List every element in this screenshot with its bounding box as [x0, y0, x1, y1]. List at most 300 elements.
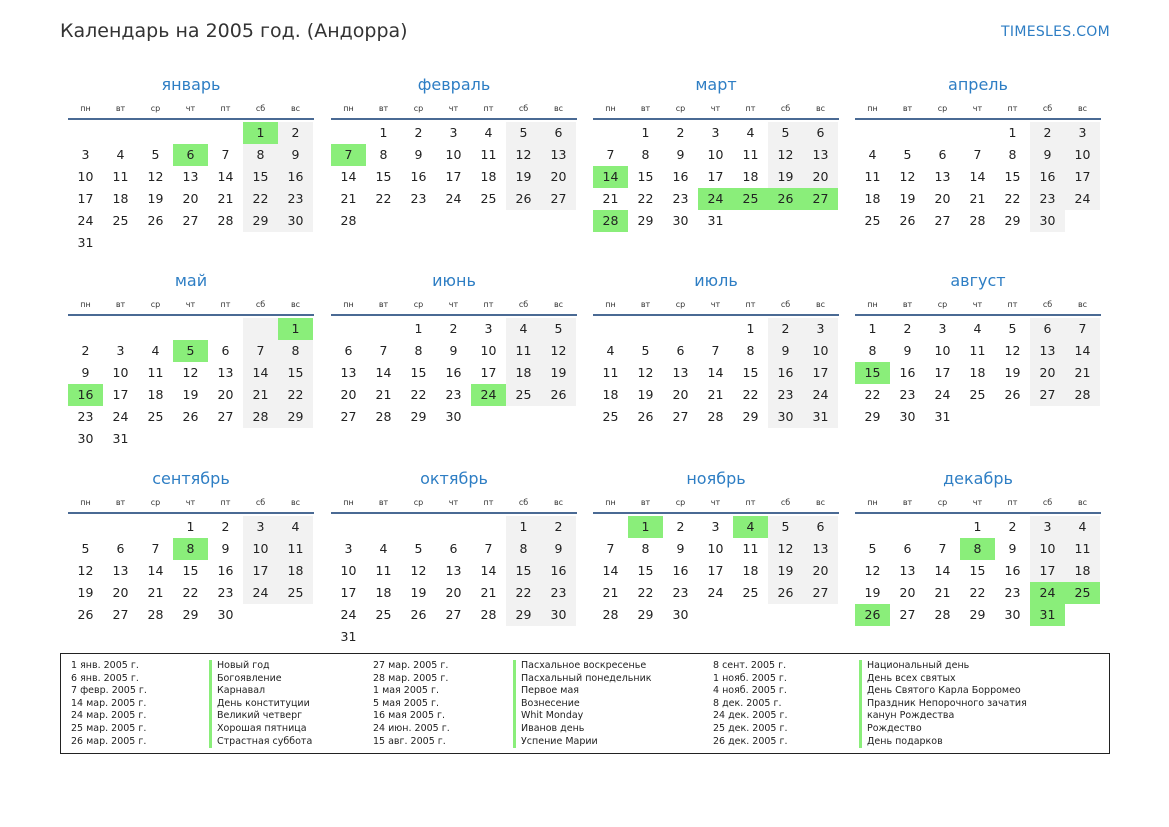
day-cell: 16	[445, 365, 462, 380]
holiday-day-cell: 24	[471, 384, 506, 406]
month-name: июль	[694, 271, 738, 290]
day-cell: 6	[938, 147, 947, 162]
day-cell: 13	[1030, 340, 1065, 362]
holiday-day-cell: 28	[593, 210, 628, 232]
day-cell: 7	[606, 541, 615, 556]
day-cell: 27	[899, 607, 916, 622]
day-cell: 20	[112, 585, 129, 600]
page-title: Календарь на 2005 год. (Андорра)	[60, 20, 408, 42]
day-cell: 3	[344, 541, 353, 556]
day-cell: 23	[1004, 585, 1021, 600]
weekday-label: пт	[483, 103, 494, 113]
day-cell: 19	[147, 191, 164, 206]
weekday-label: пн	[867, 299, 878, 309]
days-grid	[855, 318, 1101, 428]
day-cell: 6	[803, 122, 838, 144]
day-cell: 9	[676, 147, 685, 162]
day-cell: 19	[541, 362, 576, 384]
day-cell: 13	[934, 169, 951, 184]
empty-day-cell	[138, 318, 173, 340]
day-cell: 21	[934, 585, 951, 600]
day-cell: 1	[186, 519, 195, 534]
weekday-label: вт	[640, 497, 651, 507]
day-cell: 7	[243, 340, 278, 362]
day-cell: 19	[506, 166, 541, 188]
holiday-day-cell: 15	[855, 362, 890, 384]
day-cell: 20	[803, 560, 838, 582]
day-cell: 7	[938, 541, 947, 556]
empty-day-cell	[366, 516, 401, 538]
day-cell: 4	[1065, 516, 1100, 538]
day-cell: 23	[768, 384, 803, 406]
day-cell: 15	[506, 560, 541, 582]
day-cell: 2	[1008, 519, 1017, 534]
holiday-day-cell: 27	[803, 188, 838, 210]
day-cell: 26	[1004, 387, 1021, 402]
weekday-label: сб	[518, 103, 529, 113]
day-cell: 13	[182, 169, 199, 184]
weekday-label: ср	[675, 497, 686, 507]
day-cell: 15	[410, 365, 427, 380]
weekday-label: пт	[483, 497, 494, 507]
day-cell: 27	[672, 409, 689, 424]
day-cell: 17	[77, 191, 94, 206]
day-cell: 13	[541, 144, 576, 166]
weekday-label: ср	[413, 103, 424, 113]
month-6	[331, 270, 577, 428]
day-cell: 2	[449, 321, 458, 336]
day-cell: 14	[147, 563, 164, 578]
empty-day-cell	[855, 516, 890, 538]
legend-holiday-name: Пасхальное воскресенье	[513, 660, 652, 673]
day-cell: 25	[278, 582, 313, 604]
empty-day-cell	[960, 122, 995, 144]
day-cell: 16	[768, 362, 803, 384]
holiday-day-cell: 26	[768, 188, 803, 210]
weekday-header	[331, 98, 577, 120]
empty-day-cell	[68, 318, 103, 340]
day-cell: 20	[217, 387, 234, 402]
day-cell: 31	[934, 409, 951, 424]
day-cell: 25	[864, 213, 881, 228]
day-cell: 20	[340, 387, 357, 402]
day-cell: 31	[707, 213, 724, 228]
day-cell: 18	[602, 387, 619, 402]
day-cell: 16	[1004, 563, 1021, 578]
day-cell: 13	[217, 365, 234, 380]
month-3	[593, 74, 839, 232]
day-cell: 17	[934, 365, 951, 380]
day-cell: 25	[375, 607, 392, 622]
weekday-label: чт	[972, 497, 983, 507]
day-cell: 8	[1008, 147, 1017, 162]
day-cell: 17	[707, 169, 724, 184]
day-cell: 24	[243, 582, 278, 604]
day-cell: 17	[803, 362, 838, 384]
day-cell: 26	[768, 582, 803, 604]
day-cell: 5	[768, 122, 803, 144]
day-cell: 27	[541, 188, 576, 210]
day-cell: 22	[375, 191, 392, 206]
day-cell: 15	[1004, 169, 1021, 184]
day-cell: 24	[445, 191, 462, 206]
month-8	[855, 270, 1101, 428]
legend-names-col3	[859, 660, 1027, 748]
day-cell: 29	[243, 210, 278, 232]
holiday-day-cell: 6	[173, 144, 208, 166]
day-cell: 5	[868, 541, 877, 556]
day-cell: 21	[707, 387, 724, 402]
day-cell: 30	[899, 409, 916, 424]
weekday-label: сб	[1042, 497, 1053, 507]
empty-day-cell	[890, 516, 925, 538]
day-cell: 23	[672, 585, 689, 600]
legend-holiday-name: Вознесение	[513, 698, 652, 711]
day-cell: 12	[506, 144, 541, 166]
empty-day-cell	[663, 318, 698, 340]
legend-holiday-name: Праздник Непорочного зачатия	[859, 698, 1027, 711]
day-cell: 4	[973, 321, 982, 336]
weekday-label: чт	[710, 103, 721, 113]
weekday-label: пн	[343, 497, 354, 507]
legend-holiday-name: Первое мая	[513, 685, 652, 698]
day-cell: 23	[672, 191, 689, 206]
days-grid	[855, 516, 1101, 626]
day-cell: 19	[637, 387, 654, 402]
day-cell: 27	[340, 409, 357, 424]
holiday-day-cell: 4	[733, 516, 768, 538]
day-cell: 13	[803, 144, 838, 166]
holiday-day-cell: 26	[855, 604, 890, 626]
day-cell: 6	[541, 122, 576, 144]
day-cell: 7	[973, 147, 982, 162]
legend-date: 1 янв. 2005 г.	[71, 660, 139, 671]
day-cell: 10	[803, 340, 838, 362]
day-cell: 8	[243, 144, 278, 166]
day-cell: 23	[1030, 188, 1065, 210]
month-name: январь	[161, 75, 221, 94]
day-cell: 17	[1065, 166, 1100, 188]
day-cell: 12	[1004, 343, 1021, 358]
legend-dates-col2	[373, 660, 450, 748]
month-10	[331, 468, 577, 648]
day-cell: 23	[410, 191, 427, 206]
weekday-label: вс	[815, 497, 826, 507]
day-cell: 7	[1065, 318, 1100, 340]
legend-date: 1 нояб. 2005 г.	[713, 672, 787, 684]
day-cell: 15	[278, 362, 313, 384]
day-cell: 30	[278, 210, 313, 232]
day-cell: 6	[1030, 318, 1065, 340]
day-cell: 15	[375, 169, 392, 184]
empty-day-cell	[628, 318, 663, 340]
day-cell: 11	[375, 563, 392, 578]
day-cell: 30	[541, 604, 576, 626]
day-cell: 11	[147, 365, 164, 380]
holiday-day-cell: 1	[628, 516, 663, 538]
day-cell: 4	[746, 125, 755, 140]
empty-day-cell	[925, 516, 960, 538]
day-cell: 12	[182, 365, 199, 380]
day-cell: 14	[243, 362, 278, 384]
day-cell: 14	[375, 365, 392, 380]
day-cell: 3	[116, 343, 125, 358]
day-cell: 28	[375, 409, 392, 424]
day-cell: 12	[541, 340, 576, 362]
legend-date: 4 нояб. 2005 г.	[713, 685, 787, 697]
day-cell: 26	[147, 213, 164, 228]
day-cell: 30	[1004, 607, 1021, 622]
holiday-day-cell: 8	[960, 538, 995, 560]
legend-date: 8 сент. 2005 г.	[713, 660, 787, 671]
day-cell: 11	[742, 147, 759, 162]
legend-holiday-name: Великий четверг	[209, 710, 312, 723]
day-cell: 29	[742, 409, 759, 424]
weekday-label: чт	[972, 103, 983, 113]
day-cell: 12	[899, 169, 916, 184]
holiday-day-cell: 5	[173, 340, 208, 362]
weekday-label: сб	[255, 497, 266, 507]
month-11	[593, 468, 839, 626]
day-cell: 9	[449, 343, 458, 358]
day-cell: 20	[445, 585, 462, 600]
day-cell: 1	[1008, 125, 1017, 140]
day-cell: 20	[899, 585, 916, 600]
weekday-label: вт	[378, 103, 389, 113]
day-cell: 7	[221, 147, 230, 162]
day-cell: 14	[934, 563, 951, 578]
weekday-header	[68, 98, 314, 120]
month-name: август	[950, 271, 1006, 290]
weekday-header	[593, 294, 839, 316]
day-cell: 19	[1004, 365, 1021, 380]
weekday-label: вс	[553, 497, 564, 507]
empty-day-cell	[103, 318, 138, 340]
weekday-label: вт	[115, 497, 126, 507]
weekday-label: ср	[150, 299, 161, 309]
legend-holiday-name: Whit Monday	[513, 710, 652, 723]
day-cell: 9	[278, 144, 313, 166]
day-cell: 13	[803, 538, 838, 560]
day-cell: 18	[1065, 560, 1100, 582]
day-cell: 28	[707, 409, 724, 424]
legend-holiday-name: канун Рождества	[859, 710, 1027, 723]
empty-day-cell	[103, 516, 138, 538]
day-cell: 5	[81, 541, 90, 556]
day-cell: 13	[899, 563, 916, 578]
weekday-label: чт	[448, 497, 459, 507]
day-cell: 27	[803, 582, 838, 604]
holiday-day-cell: 1	[278, 318, 313, 340]
day-cell: 26	[182, 409, 199, 424]
day-cell: 3	[449, 125, 458, 140]
weekday-label: вс	[815, 299, 826, 309]
day-cell: 17	[112, 387, 129, 402]
day-cell: 26	[899, 213, 916, 228]
day-cell: 11	[864, 169, 881, 184]
day-cell: 24	[1065, 188, 1100, 210]
day-cell: 1	[641, 125, 650, 140]
weekday-label: пт	[220, 103, 231, 113]
day-cell: 16	[899, 365, 916, 380]
day-cell: 18	[112, 191, 129, 206]
weekday-label: вс	[290, 497, 301, 507]
day-cell: 12	[768, 144, 803, 166]
holiday-day-cell: 25	[733, 188, 768, 210]
day-cell: 3	[1065, 122, 1100, 144]
legend-holiday-name: Карнавал	[209, 685, 312, 698]
day-cell: 28	[480, 607, 497, 622]
day-cell: 7	[151, 541, 160, 556]
day-cell: 15	[182, 563, 199, 578]
legend-date: 26 дек. 2005 г.	[713, 735, 788, 747]
day-cell: 25	[602, 409, 619, 424]
day-cell: 6	[449, 541, 458, 556]
weekday-label: пн	[605, 299, 616, 309]
day-cell: 15	[742, 365, 759, 380]
legend-date: 27 мар. 2005 г.	[373, 660, 449, 671]
day-cell: 9	[1008, 541, 1017, 556]
day-cell: 5	[903, 147, 912, 162]
day-cell: 24	[77, 213, 94, 228]
day-cell: 21	[480, 585, 497, 600]
day-cell: 10	[1030, 538, 1065, 560]
day-cell: 8	[868, 343, 877, 358]
days-grid	[593, 516, 839, 626]
legend-date: 8 дек. 2005 г.	[713, 697, 782, 709]
day-cell: 2	[81, 343, 90, 358]
legend-date: 16 мая 2005 г.	[373, 710, 446, 722]
legend-date: 28 мар. 2005 г.	[373, 672, 449, 684]
empty-day-cell	[103, 122, 138, 144]
weekday-label: вс	[290, 299, 301, 309]
day-cell: 30	[77, 431, 94, 446]
days-grid	[331, 318, 577, 428]
day-cell: 28	[969, 213, 986, 228]
weekday-label: чт	[972, 299, 983, 309]
day-cell: 26	[506, 188, 541, 210]
day-cell: 3	[803, 318, 838, 340]
day-cell: 20	[672, 387, 689, 402]
holiday-day-cell: 16	[68, 384, 103, 406]
day-cell: 24	[340, 607, 357, 622]
day-cell: 2	[414, 125, 423, 140]
month-name: декабрь	[943, 469, 1013, 488]
weekday-label: чт	[448, 299, 459, 309]
day-cell: 31	[112, 431, 129, 446]
empty-day-cell	[593, 516, 628, 538]
legend-date: 25 мар. 2005 г.	[71, 722, 147, 734]
weekday-header	[68, 492, 314, 514]
day-cell: 23	[217, 585, 234, 600]
weekday-label: вт	[378, 497, 389, 507]
day-cell: 19	[768, 560, 803, 582]
day-cell: 19	[899, 191, 916, 206]
weekday-label: чт	[448, 103, 459, 113]
day-cell: 11	[742, 541, 759, 556]
legend-date: 24 мар. 2005 г.	[71, 710, 147, 722]
day-cell: 25	[147, 409, 164, 424]
day-cell: 21	[602, 585, 619, 600]
empty-day-cell	[331, 318, 366, 340]
day-cell: 16	[1030, 166, 1065, 188]
day-cell: 22	[637, 585, 654, 600]
day-cell: 12	[147, 169, 164, 184]
day-cell: 14	[1065, 340, 1100, 362]
day-cell: 10	[480, 343, 497, 358]
day-cell: 10	[112, 365, 129, 380]
days-grid	[68, 516, 314, 626]
weekday-label: вс	[815, 103, 826, 113]
legend-names-col1	[209, 660, 312, 748]
weekday-label: пт	[745, 103, 756, 113]
weekday-header	[855, 294, 1101, 316]
day-cell: 21	[217, 191, 234, 206]
day-cell: 10	[243, 538, 278, 560]
day-cell: 10	[340, 563, 357, 578]
weekday-label: пт	[483, 299, 494, 309]
weekday-label: пн	[605, 103, 616, 113]
holiday-legend	[60, 653, 1110, 754]
day-cell: 5	[506, 122, 541, 144]
day-cell: 13	[445, 563, 462, 578]
weekday-label: ср	[413, 497, 424, 507]
day-cell: 1	[506, 516, 541, 538]
day-cell: 8	[379, 147, 388, 162]
weekday-label: сб	[780, 299, 791, 309]
legend-date: 6 янв. 2005 г.	[71, 672, 139, 684]
month-4	[855, 74, 1101, 232]
day-cell: 29	[637, 213, 654, 228]
day-cell: 29	[637, 607, 654, 622]
day-cell: 3	[243, 516, 278, 538]
day-cell: 5	[1008, 321, 1017, 336]
holiday-day-cell: 7	[331, 144, 366, 166]
legend-date: 25 дек. 2005 г.	[713, 722, 788, 734]
day-cell: 4	[278, 516, 313, 538]
day-cell: 28	[602, 607, 619, 622]
weekday-header	[593, 98, 839, 120]
day-cell: 7	[379, 343, 388, 358]
day-cell: 3	[81, 147, 90, 162]
day-cell: 9	[81, 365, 90, 380]
day-cell: 31	[77, 235, 94, 250]
day-cell: 24	[803, 384, 838, 406]
day-cell: 25	[742, 585, 759, 600]
site-link[interactable]: TIMESLES.COM	[1001, 24, 1110, 40]
day-cell: 19	[410, 585, 427, 600]
day-cell: 1	[379, 125, 388, 140]
empty-day-cell	[698, 318, 733, 340]
weekday-label: чт	[710, 299, 721, 309]
day-cell: 2	[1030, 122, 1065, 144]
empty-day-cell	[173, 318, 208, 340]
legend-holiday-name: День подарков	[859, 736, 1027, 749]
day-cell: 5	[768, 516, 803, 538]
day-cell: 6	[116, 541, 125, 556]
day-cell: 16	[217, 563, 234, 578]
weekday-label: вт	[902, 497, 913, 507]
day-cell: 18	[278, 560, 313, 582]
legend-holiday-name: Пасхальный понедельник	[513, 673, 652, 686]
day-cell: 14	[707, 365, 724, 380]
day-cell: 27	[934, 213, 951, 228]
weekday-label: пн	[80, 103, 91, 113]
empty-day-cell	[138, 516, 173, 538]
legend-holiday-name: День всех святых	[859, 673, 1027, 686]
empty-day-cell	[401, 516, 436, 538]
weekday-label: сб	[518, 299, 529, 309]
